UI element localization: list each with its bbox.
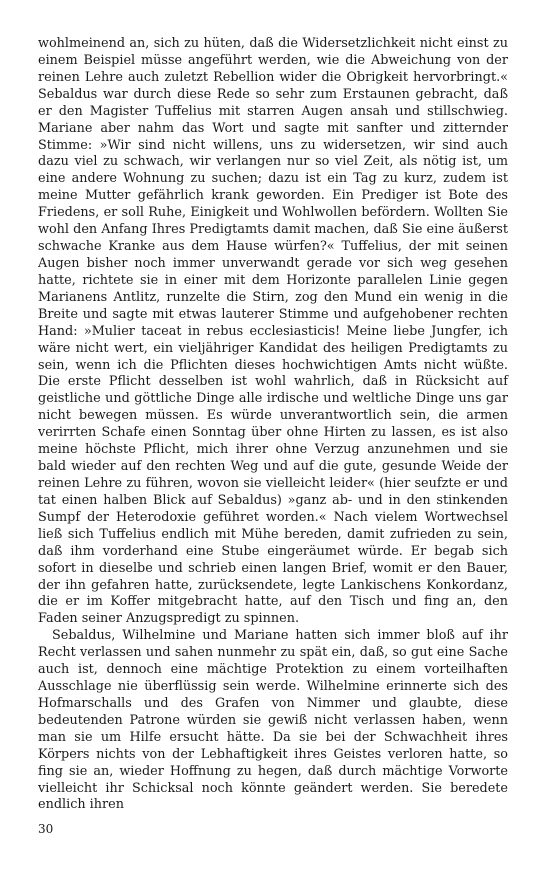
page-body [38, 36, 508, 814]
page-number: 30 [38, 822, 54, 836]
paragraph: wohlmeinend an, sich zu hüten, daß die Widersetzlichkeit nicht einst zu einem Beispiel müsse angeführt werden, wie die Abweichung von der reinen Lehre auch zuletzt Rebellion wider die Obrigkeit hervorbringt.« Sebaldus war durch diese Rede so sehr zum Erstaunen gebracht, daß er den Magister Tuffelius mit starren Augen ansah und stillschwieg. Mariane aber nahm das Wort und sagte mit sanfter und zitternder Stimme: »Wir sind nicht willens, uns zu widersetzen, wir sind auch dazu viel zu schwach, wir verlangen nur so viel Zeit, als nötig ist, um eine andere Wohnung zu suchen; dazu ist ein Tag zu kurz, zudem ist meine Mutter gefährlich krank geworden. Ein Prediger ist Bote des Friedens, er soll Ruhe, Einigkeit und Wohlwollen befördern. Wollten Sie wohl den Anfang Ihres Predigtamts damit machen, daß Sie eine äußerst schwache Kranke aus dem Hause würfen?« Tuffelius, der mit seinen Augen bisher noch immer unverwandt gerade vor sich weg gesehen hatte, richtete sie in einer mit dem Horizonte parallelen Linie gegen Marianens Antlitz, runzelte die Stirn, zog den Mund ein wenig in die Breite und sagte mit etwas lauterer Stimme und aufgehobener rechten Hand: »Mulier taceat in rebus ecclesiasticis! Meine liebe Jungfer, ich wäre nicht wert, ein vieljähriger Kandidat des heiligen Predigtamts zu sein, wenn ich die Pflichten dieses hochwichtigen Amts nicht wüßte. Die erste Pflicht desselben ist wohl wahrlich, daß in Rücksicht auf geistliche und göttliche Dinge alle irdische und weltliche Dinge uns gar nicht bewegen müssen. Es würde unverantwortlich sein, die armen verirrten Schafe einen Sonntag über ohne Hirten zu lassen, es ist also meine höchste Pflicht, mich ihrer ohne Verzug anzunehmen und sie bald wieder auf den rechten Weg und auf die gute, gesunde Weide der reinen Lehre zu führen, wovon sie vielleicht leider« (hier seufzte er und tat einen halben Blick auf Sebaldus) »ganz ab- und in den stinkenden Sumpf der Heterodoxie geführet worden.« Nach vielem Wortwechsel ließ sich Tuffelius endlich mit Mühe bereden, damit zufrieden zu sein, daß ihm vorderhand eine Stube eingeräumet würde. Er begab sich sofort in dieselbe und schrieb einen langen Brief, womit er den Bauer, der ihn gefahren hatte, zurücksendete, legte Lankischens Konkordanz, die er im Koffer mitgebracht hatte, auf den Tisch und fing an, den Faden seiner Anzugspredigt zu spinnen. [38, 36, 508, 627]
paragraph: Sebaldus, Wilhelmine und Mariane hatten sich immer bloß auf ihr Recht verlassen und sahen nunmehr zu spät ein, daß, so gut eine Sache auch ist, dennoch eine mächtige Protektion zu einem vorteilhaften Ausschlage nie überflüssig sein werde. Wilhelmine erinnerte sich des Hofmarschalls und des Grafen von Nimmer und glaubte, diese bedeutenden Patrone würden sie gewiß nicht verlassen haben, wenn man sie um Hilfe ersucht hätte. Da sie bei der Schwachheit ihres Körpers nichts von der Lebhaftigkeit ihres Geistes verloren hatte, so fing sie an, wieder Hoffnung zu hegen, daß durch mächtige Vorworte vielleicht ihr Schicksal noch könnte geändert werden. Sie beredete endlich ihren [38, 628, 508, 813]
